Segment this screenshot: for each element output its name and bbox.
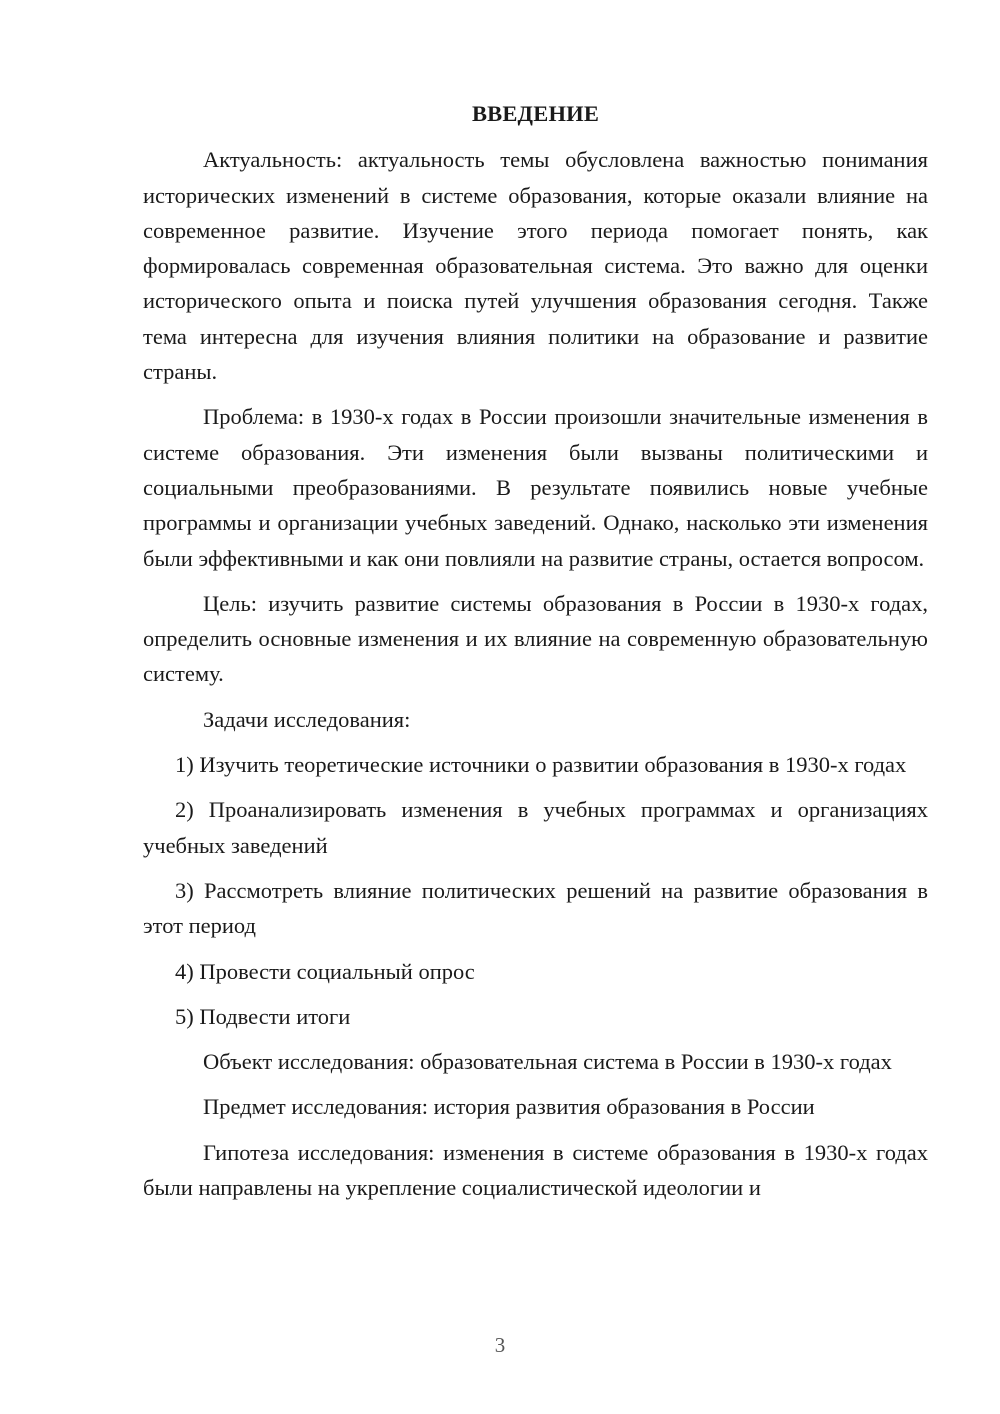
page-number: 3 — [494, 1333, 506, 1357]
relevance-paragraph: Актуальность: актуальность темы обусловлена важностью понимания исторических изменений в системе образования, которые оказали влияние на современное развитие. Изучение этого периода помогает понять, как формировалась современная образовательная система. Это важно для оценки исторического опыта и поиска путей улучшения образования сегодня. Также тема интересна для изучения влияния политики на образование и развитие страны. — [143, 147, 928, 385]
subject-paragraph: Предмет исследования: история развития образования в России — [203, 1094, 815, 1120]
hypothesis-paragraph: Гипотеза исследования: изменения в системе образования в 1930-х годах были направлены на укрепление социалистической идеологии и — [143, 1139, 928, 1201]
object-paragraph: Объект исследования: образовательная система в России в 1930-х годах — [203, 1049, 892, 1075]
tasks-heading: Задачи исследования: — [203, 706, 411, 732]
problem-paragraph: Проблема: в 1930-х годах в России произошли значительные изменения в системе образования. Эти изменения были вызваны политическими и социальными преобразованиями. В результате появились новые учебные программы и организации учебных заведений. Однако, насколько эти изменения были эффективными и как они повлияли на развитие страны, остается вопросом. — [143, 404, 928, 571]
goal-paragraph: Цель: изучить развитие системы образования в России в 1930-х годах, определить основные изменения и их влияние на современную образовательную систему. — [143, 590, 928, 687]
task-item: 1) Изучить теоретические источники о развитии образования в 1930-х годах — [175, 752, 907, 778]
task-item: 3) Рассмотреть влияние политических решений на развитие образования в этот период — [143, 877, 928, 939]
task-item: 2) Проанализировать изменения в учебных программах и организациях учебных заведений — [143, 797, 928, 858]
page-content — [143, 96, 928, 1215]
task-item: 4) Провести социальный опрос — [175, 958, 475, 984]
page-title: ВВЕДЕНИЕ — [471, 101, 600, 126]
task-item: 5) Подвести итоги — [175, 1003, 351, 1029]
